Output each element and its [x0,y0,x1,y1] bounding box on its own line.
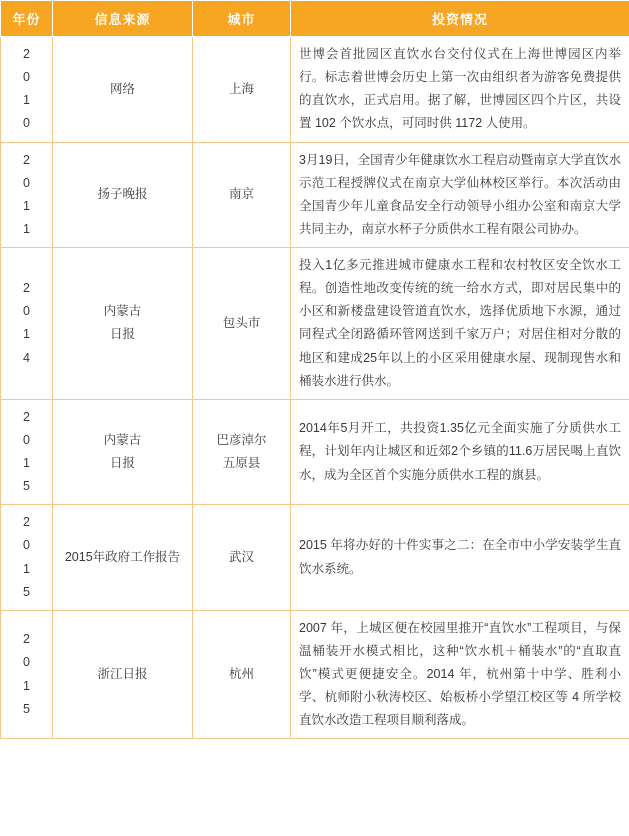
cell-source: 浙江日报 [53,610,193,739]
header-investment: 投资情况 [291,1,629,37]
cell-investment-description: 3月19日，全国青少年健康饮水工程启动暨南京大学直饮水示范工程授牌仪式在南京大学仙林校区举行。本次活动由全国青少年儿童食品安全行动领导小组办公室和南京大学共同主办，南京水杯子分质供水工程有限公司协办。 [291,142,629,248]
cell-year: 2 0 1 4 [1,248,53,400]
table-row [1,505,629,611]
cell-city: 杭州 [193,610,291,739]
cell-source: 2015年政府工作报告 [53,505,193,611]
table-row [1,37,629,143]
cell-year: 2 0 1 0 [1,37,53,143]
table-row [1,399,629,505]
cell-year: 2 0 1 5 [1,610,53,739]
header-source: 信息来源 [53,1,193,37]
cell-investment-description: 2014年5月开工，共投资1.35亿元全面实施了分质供水工程，计划年内让城区和近郊2个乡镇的11.6万居民喝上直饮水，成为全区首个实施分质供水工程的旗县。 [291,399,629,505]
cell-source: 扬子晚报 [53,142,193,248]
cell-investment-description: 世博会首批园区直饮水台交付仪式在上海世博园区内举行。标志着世博会历史上第一次由组织者为游客免费提供的直饮水，正式启用。据了解，世博园区四个片区，共设置 102 个饮水点，可同时供 1172 人使用。 [291,37,629,143]
cell-year: 2 0 1 5 [1,505,53,611]
cell-city: 上海 [193,37,291,143]
cell-city: 武汉 [193,505,291,611]
cell-city: 南京 [193,142,291,248]
header-city: 城市 [193,1,291,37]
cell-city: 包头市 [193,248,291,400]
cell-investment-description: 2015 年将办好的十件实事之二：在全市中小学安装学生直饮水系统。 [291,505,629,611]
cell-investment-description: 2007 年，上城区便在校园里推开“直饮水”工程项目，与保温桶装开水模式相比，这种“饮水机＋桶装水”的“直取直饮”模式更便捷安全。2014 年，杭州第十中学、胜利小学、杭师附小秋涛校区、始板桥小学望江校区等 4 所学校直饮水改造工程项目顺利落成。 [291,610,629,739]
table-header-row [1,1,629,37]
cell-investment-description: 投入1亿多元推进城市健康水工程和农村牧区安全饮水工程。创造性地改变传统的统一给水方式，即对居民集中的小区和新楼盘建设管道直饮水，选择优质地下水源，通过同程式全闭路循环管网送到千家万户；对居住相对分散的地区和建成25年以上的小区采用健康水屋、现制现售水和桶装水进行供水。 [291,248,629,400]
table-row [1,610,629,739]
table-row [1,142,629,248]
cell-year: 2 0 1 1 [1,142,53,248]
cell-source: 网络 [53,37,193,143]
cell-source: 内蒙古 日报 [53,399,193,505]
header-year: 年份 [1,1,53,37]
cell-source: 内蒙古 日报 [53,248,193,400]
cell-year: 2 0 1 5 [1,399,53,505]
cell-city: 巴彦淖尔 五原县 [193,399,291,505]
table-row [1,248,629,400]
